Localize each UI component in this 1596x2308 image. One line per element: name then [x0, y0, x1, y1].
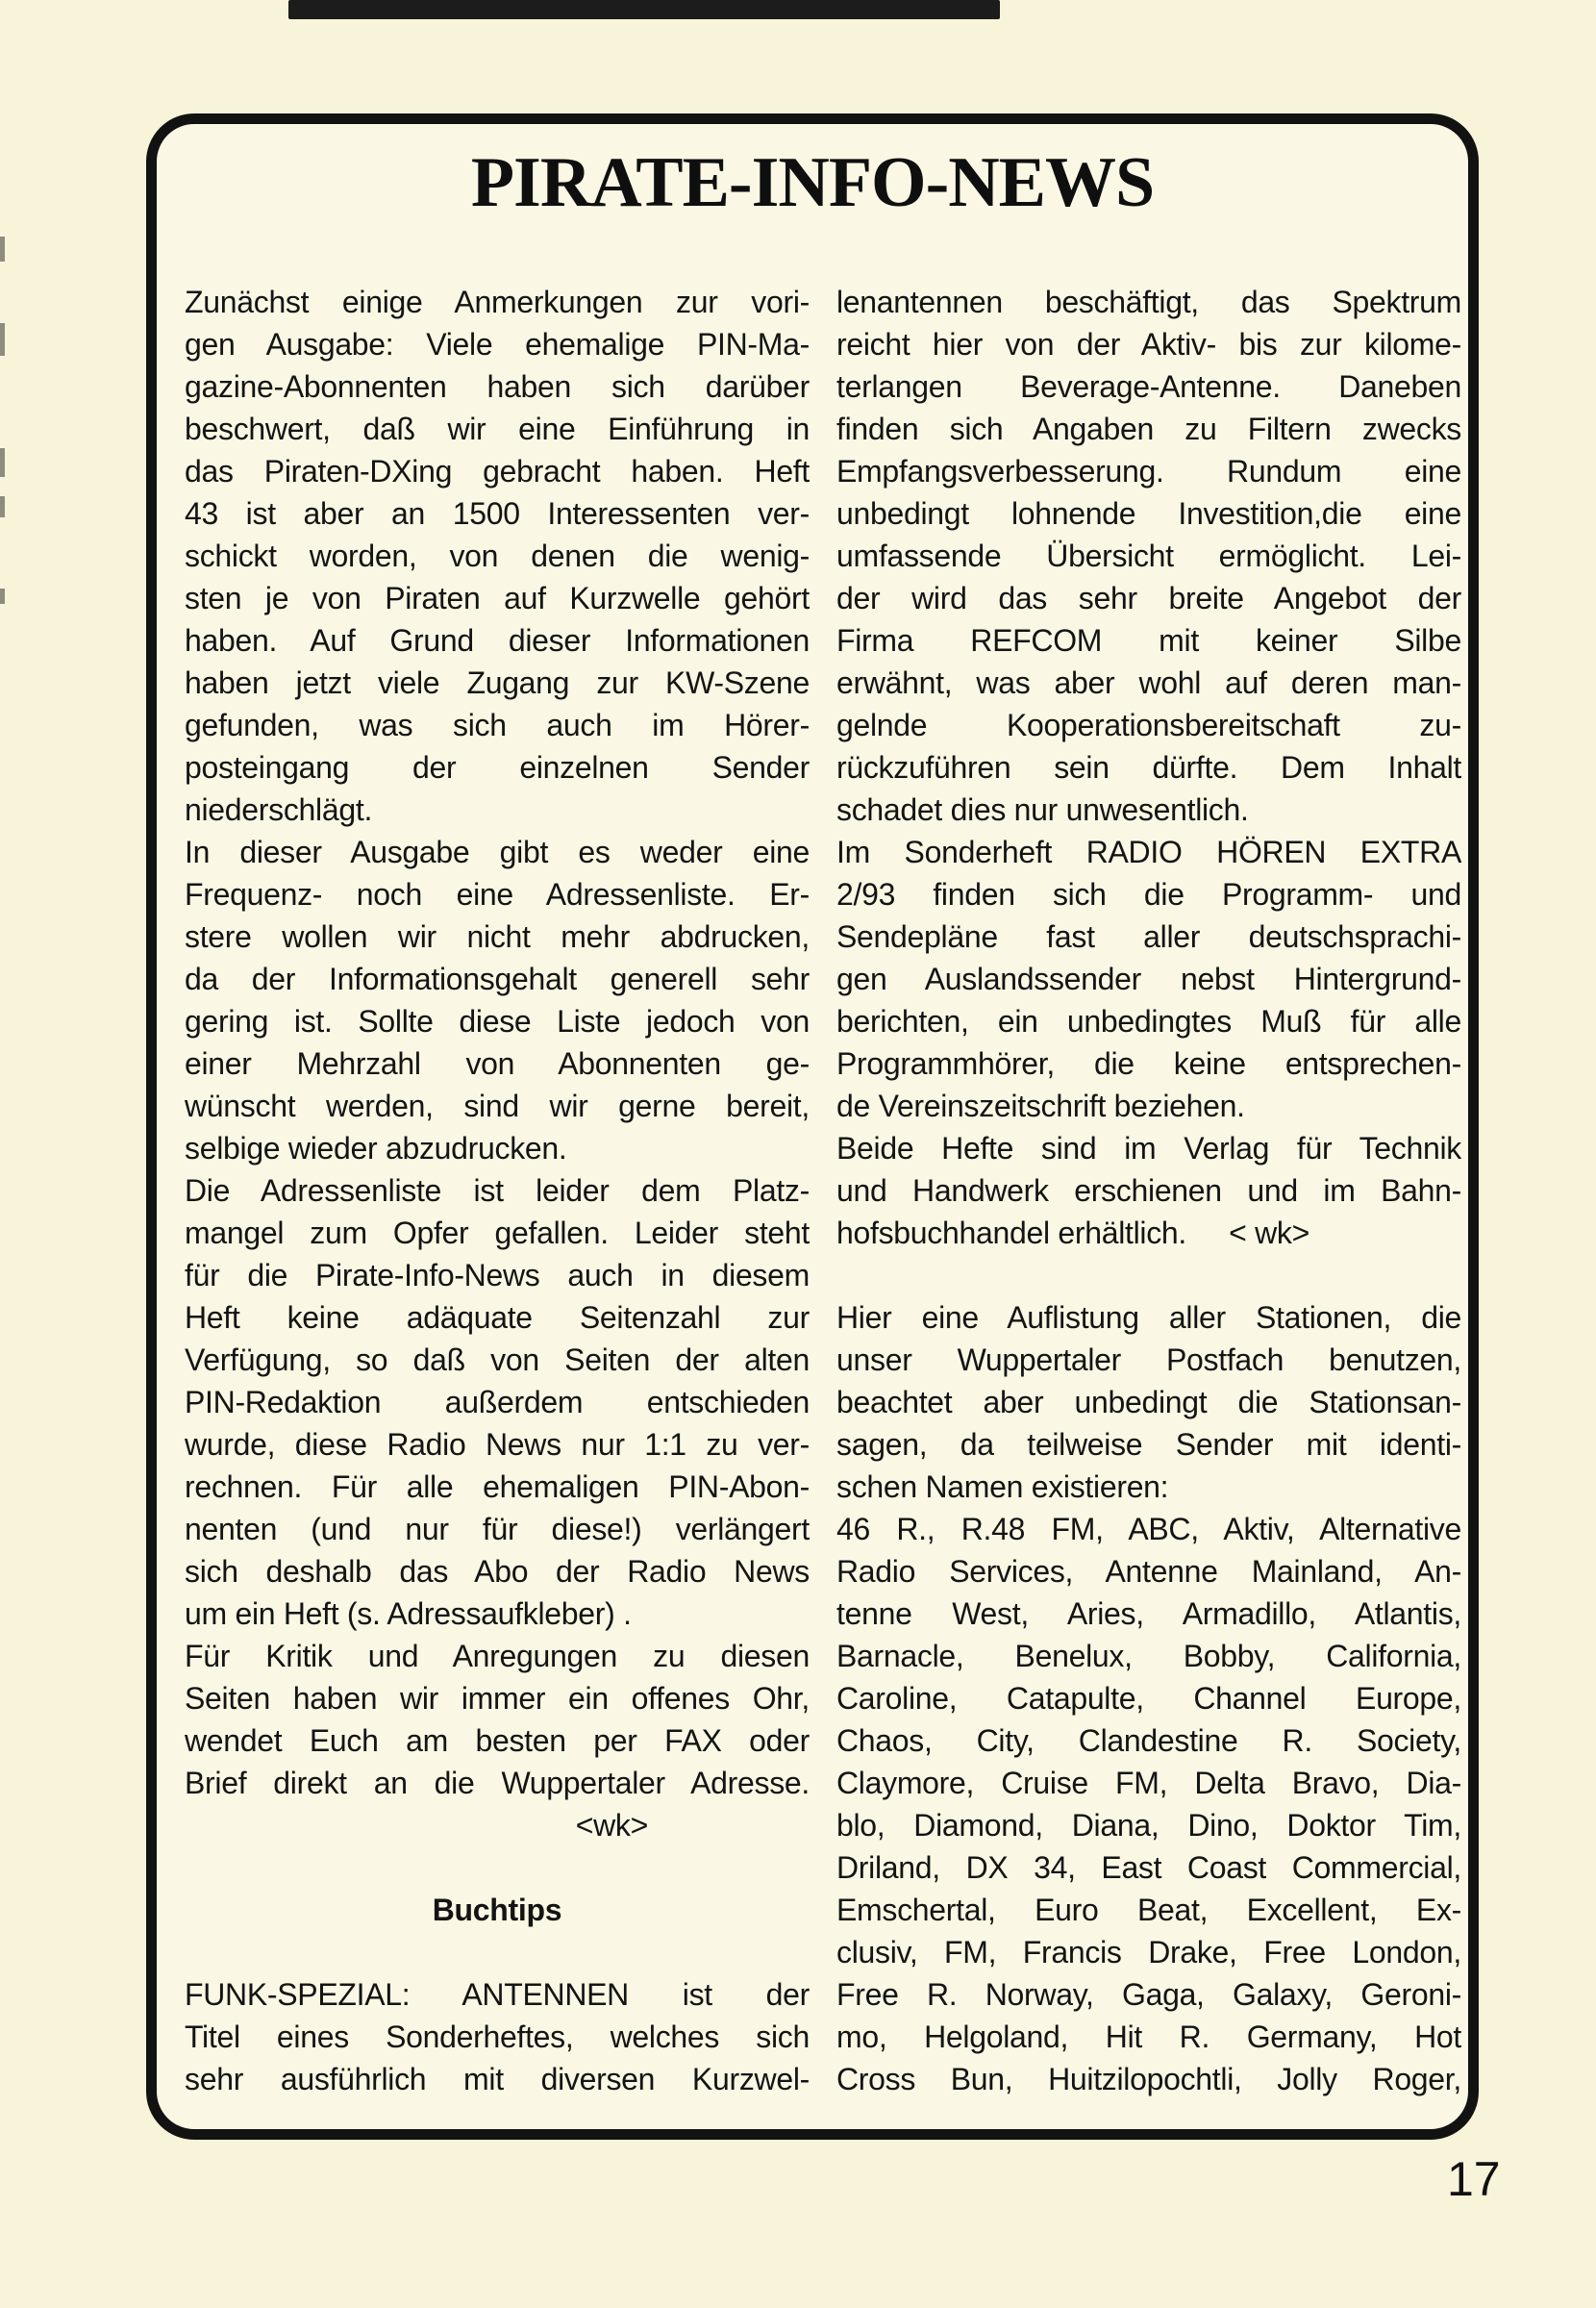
- text-line: Seiten haben wir immer ein offenes Ohr,: [185, 1681, 810, 1716]
- text-line: mangel zum Opfer gefallen. Leider steht: [185, 1216, 810, 1250]
- text-line: Driland, DX 34, East Coast Commercial,: [836, 1850, 1461, 1885]
- text-line: da der Informationsgehalt generell sehr: [185, 962, 810, 996]
- text-line: um ein Heft (s. Adressaufkleber) .: [185, 1596, 632, 1631]
- scan-artifact-bar: [288, 0, 1000, 19]
- page-number: 17: [1447, 2152, 1501, 2206]
- text-line: schadet dies nur unwesentlich.: [836, 792, 1249, 827]
- text-line-left: hofsbuchhandel erhältlich.: [836, 1216, 1187, 1250]
- text-line: Die Adressenliste ist leider dem Platz-: [185, 1173, 810, 1208]
- text-line: selbige wieder abzudrucken.: [185, 1131, 567, 1166]
- text-line: [185, 1931, 810, 1973]
- text-line: PIN-Redaktion außerdem entschieden: [185, 1385, 810, 1419]
- text-line: gering ist. Sollte diese Liste jedoch von: [185, 1004, 810, 1039]
- text-line: Beide Hefte sind im Verlag für Technik: [836, 1131, 1461, 1166]
- text-line: gefunden, was sich auch im Hörer-: [185, 708, 810, 742]
- text-line: finden sich Angaben zu Filtern zwecks: [836, 412, 1461, 446]
- text-line: wendet Euch am besten per FAX oder: [185, 1723, 810, 1758]
- scan-edge-mark: [0, 589, 5, 604]
- text-line: berichten, ein unbedingtes Muß für alle: [836, 1004, 1461, 1039]
- text-line: Radio Services, Antenne Mainland, An-: [836, 1554, 1461, 1589]
- text-line: 46 R., R.48 FM, ABC, Aktiv, Alternative: [836, 1512, 1461, 1546]
- text-line: Heft keine adäquate Seitenzahl zur: [185, 1300, 810, 1335]
- text-line: Cross Bun, Huitzilopochtli, Jolly Roger,: [836, 2062, 1461, 2096]
- text-line: Titel eines Sonderheftes, welches sich: [185, 2020, 810, 2054]
- text-line: für die Pirate-Info-News auch in diesem: [185, 1258, 810, 1292]
- text-line: Im Sonderheft RADIO HÖREN EXTRA: [836, 835, 1461, 869]
- column-right: [836, 281, 1461, 2100]
- text-line: Für Kritik und Anregungen zu diesen: [185, 1639, 810, 1673]
- text-line: de Vereinszeitschrift beziehen.: [836, 1089, 1245, 1123]
- text-line: Free R. Norway, Gaga, Galaxy, Geroni-: [836, 1977, 1461, 2012]
- text-line: niederschlägt.: [185, 792, 373, 827]
- text-line: In dieser Ausgabe gibt es weder eine: [185, 835, 810, 869]
- text-line: gelnde Kooperationsbereitschaft zu-: [836, 708, 1461, 742]
- text-line: blo, Diamond, Diana, Dino, Doktor Tim,: [836, 1808, 1461, 1843]
- text-line: gen Ausgabe: Viele ehemalige PIN-Ma-: [185, 327, 810, 362]
- text-line: clusiv, FM, Francis Drake, Free London,: [836, 1935, 1461, 1969]
- text-line: rückzuführen sein dürfte. Dem Inhalt: [836, 750, 1461, 785]
- text-line: nenten (und nur für diese!) verlängert: [185, 1512, 810, 1546]
- text-line: Brief direkt an die Wuppertaler Adresse.: [185, 1766, 810, 1800]
- text-line: rechnen. Für alle ehemaligen PIN-Abon-: [185, 1469, 810, 1504]
- text-line: Chaos, City, Clandestine R. Society,: [836, 1723, 1461, 1758]
- text-line: Caroline, Catapulte, Channel Europe,: [836, 1681, 1461, 1716]
- text-line: sich deshalb das Abo der Radio News: [185, 1554, 810, 1589]
- text-line: Firma REFCOM mit keiner Silbe: [836, 623, 1461, 658]
- text-line: Empfangsverbesserung. Rundum eine: [836, 454, 1461, 489]
- text-line: reicht hier von der Aktiv- bis zur kilome-: [836, 327, 1461, 362]
- text-line: gazine-Abonnenten haben sich darüber: [185, 369, 810, 404]
- author-initials: < wk>: [1229, 1216, 1309, 1250]
- text-line: FUNK-SPEZIAL: ANTENNEN ist der: [185, 1977, 810, 2012]
- text-line: 2/93 finden sich die Programm- und: [836, 877, 1461, 912]
- text-line: Verfügung, so daß von Seiten der alten: [185, 1342, 810, 1377]
- text-line: wünscht werden, sind wir gerne bereit,: [185, 1089, 810, 1123]
- column-left: [185, 281, 810, 2100]
- text-line: das Piraten-DXing gebracht haben. Heft: [185, 454, 810, 489]
- text-line: stere wollen wir nicht mehr abdrucken,: [185, 919, 810, 954]
- text-line: posteingang der einzelnen Sender: [185, 750, 810, 785]
- text-line: erwähnt, was aber wohl auf deren man-: [836, 665, 1461, 700]
- text-line: Frequenz- noch eine Adressenliste. Er-: [185, 877, 810, 912]
- scan-edge-mark: [0, 448, 5, 477]
- text-line: sten je von Piraten auf Kurzwelle gehört: [185, 581, 810, 615]
- text-line: haben. Auf Grund dieser Informationen: [185, 623, 810, 658]
- text-line: Emschertal, Euro Beat, Excellent, Ex-: [836, 1893, 1461, 1927]
- text-line: schen Namen existieren:: [836, 1469, 1169, 1504]
- text-line: einer Mehrzahl von Abonnenten ge-: [185, 1046, 810, 1081]
- text-line: wurde, diese Radio News nur 1:1 zu ver-: [185, 1427, 810, 1462]
- text-line: gen Auslandssender nebst Hintergrund-: [836, 962, 1461, 996]
- text-line: schickt worden, von denen die wenig-: [185, 539, 810, 573]
- text-line: sagen, da teilweise Sender mit identi-: [836, 1427, 1461, 1462]
- text-line: haben jetzt viele Zugang zur KW-Szene: [185, 665, 810, 700]
- text-line: der wird das sehr breite Angebot der: [836, 581, 1461, 615]
- text-line: [185, 1846, 810, 1889]
- text-line: beschwert, daß wir eine Einführung in: [185, 412, 810, 446]
- text-line: 43 ist aber an 1500 Interessenten ver-: [185, 496, 810, 531]
- text-line: mo, Helgoland, Hit R. Germany, Hot: [836, 2020, 1461, 2054]
- text-line: und Handwerk erschienen und im Bahn-: [836, 1173, 1461, 1208]
- text-line: [836, 1254, 1461, 1296]
- text-line: umfassende Übersicht ermöglicht. Lei-: [836, 539, 1461, 573]
- scan-edge-mark: [0, 496, 5, 517]
- text-line: terlangen Beverage-Antenne. Daneben: [836, 369, 1461, 404]
- text-line: Claymore, Cruise FM, Delta Bravo, Dia-: [836, 1766, 1461, 1800]
- text-line: Programmhörer, die keine entsprechen-: [836, 1046, 1461, 1081]
- text-line: sehr ausführlich mit diversen Kurzwel-: [185, 2062, 810, 2096]
- text-line: beachtet aber unbedingt die Stationsan-: [836, 1385, 1461, 1419]
- text-line: <wk>: [575, 1808, 648, 1843]
- text-line: Hier eine Auflistung aller Stationen, die: [836, 1300, 1461, 1335]
- text-line: Sendepläne fast aller deutschsprachi-: [836, 919, 1461, 954]
- scan-edge-mark: [0, 323, 5, 356]
- text-line: lenantennen beschäftigt, das Spektrum: [836, 285, 1461, 319]
- page-title: PIRATE-INFO-NEWS: [470, 143, 1155, 222]
- text-line: unbedingt lohnende Investition,die eine: [836, 496, 1461, 531]
- text-line: unser Wuppertaler Postfach benutzen,: [836, 1342, 1461, 1377]
- text-line: Zunächst einige Anmerkungen zur vori-: [185, 285, 810, 319]
- text-line: [836, 1212, 1461, 1254]
- text-line: Barnacle, Benelux, Bobby, California,: [836, 1639, 1461, 1673]
- scan-edge-mark: [0, 237, 5, 262]
- text-line: Buchtips: [432, 1893, 562, 1927]
- text-line: tenne West, Aries, Armadillo, Atlantis,: [836, 1596, 1461, 1631]
